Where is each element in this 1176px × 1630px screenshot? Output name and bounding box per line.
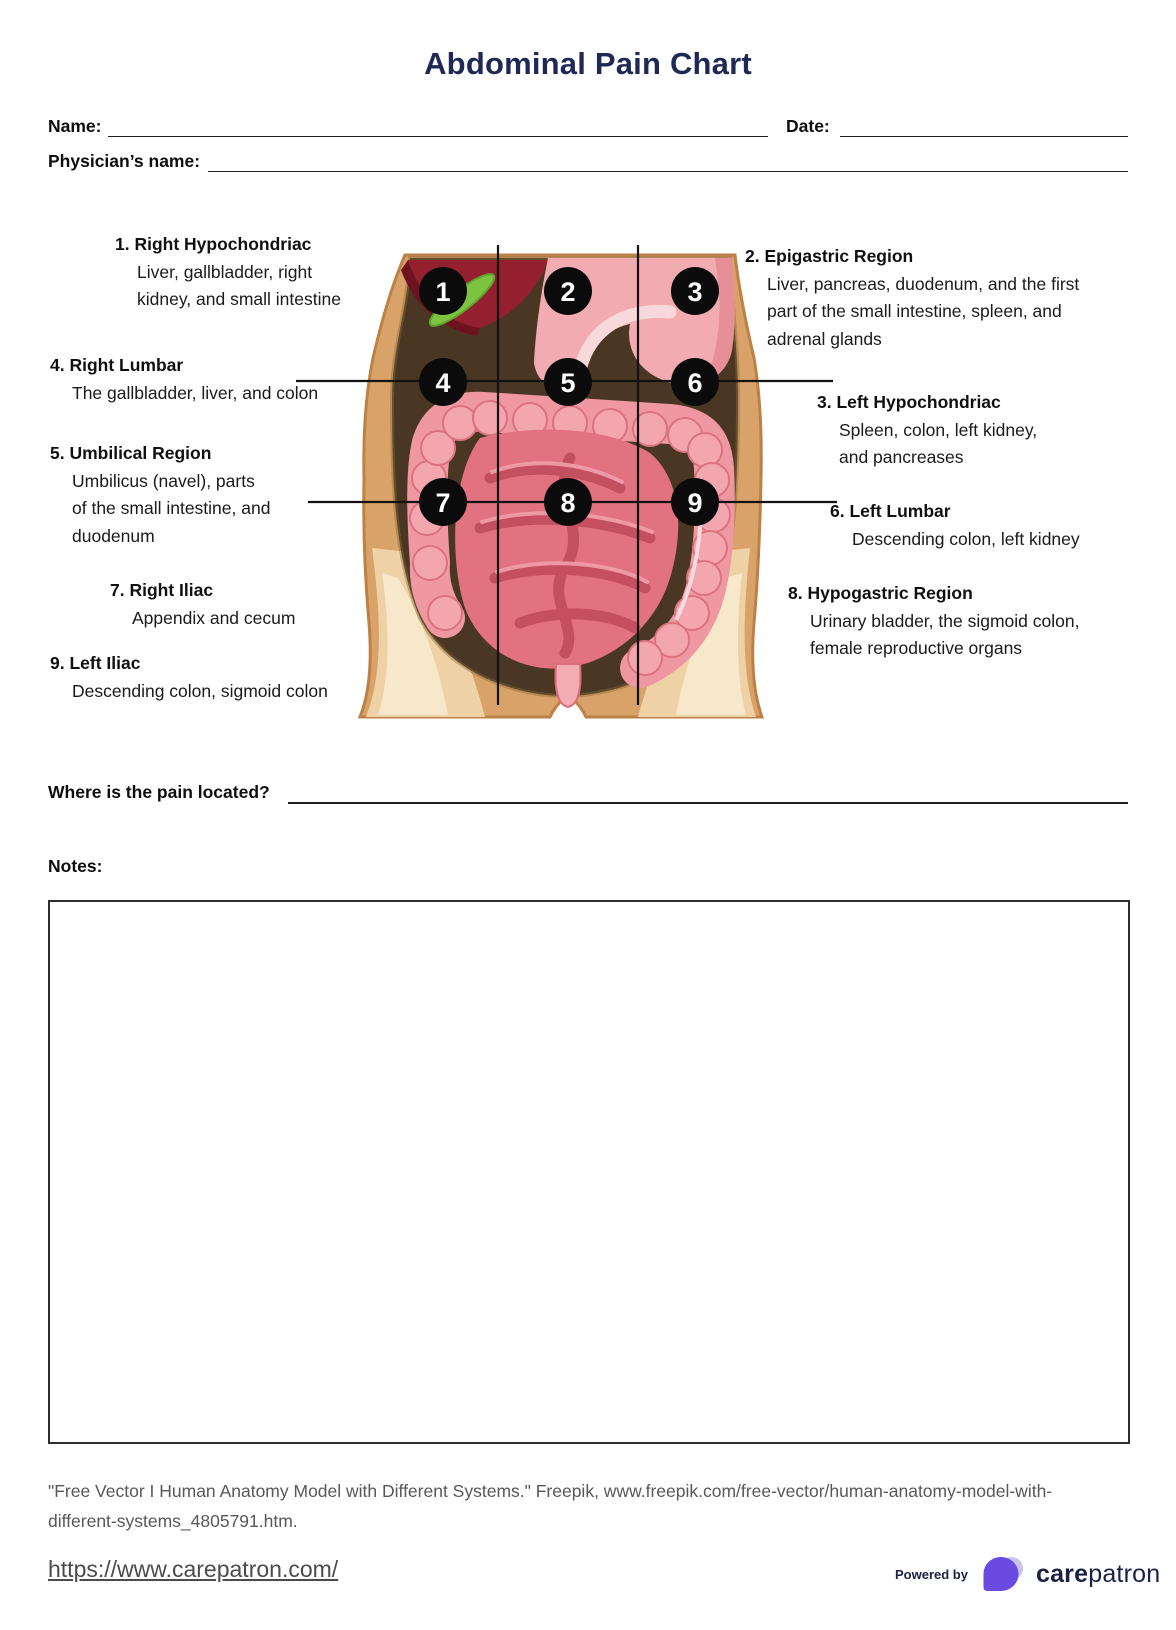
- svg-text:5: 5: [560, 368, 576, 398]
- svg-text:2: 2: [560, 277, 576, 307]
- svg-text:3: 3: [687, 277, 703, 307]
- region-heading: 6. Left Lumbar: [830, 501, 951, 521]
- region-desc-line: adrenal glands: [767, 328, 882, 349]
- name-input[interactable]: [108, 112, 768, 137]
- region-marker-8: [544, 478, 592, 526]
- region-heading: 7. Right Iliac: [110, 580, 214, 600]
- carepatron-logo-icon: [977, 1554, 1027, 1594]
- carepatron-link[interactable]: https://www.carepatron.com/: [48, 1556, 339, 1582]
- pain-location-label: Where is the pain located?: [48, 782, 270, 802]
- powered-by-lockup: [895, 1552, 1160, 1596]
- citation-line: different-systems_4805791.htm.: [48, 1511, 298, 1531]
- region-heading: 1. Right Hypochondriac: [115, 234, 312, 254]
- region-desc-line: and pancreases: [839, 447, 964, 467]
- region-heading: 4. Right Lumbar: [50, 355, 184, 375]
- region-heading: 8. Hypogastric Region: [788, 583, 973, 603]
- svg-text:9: 9: [687, 488, 703, 518]
- region-marker-9: [671, 478, 719, 526]
- region-heading: 5. Umbilical Region: [50, 443, 212, 463]
- region-desc-line: The gallbladder, liver, and colon: [72, 382, 319, 403]
- pain-location-input[interactable]: [288, 778, 1128, 804]
- brand-patron: patron: [1088, 1559, 1161, 1588]
- region-desc-line: female reproductive organs: [810, 638, 1023, 658]
- svg-text:8: 8: [560, 488, 576, 518]
- notes-input[interactable]: [48, 900, 1130, 1444]
- physician-name-input[interactable]: [208, 147, 1128, 172]
- region-marker-1: [419, 267, 467, 315]
- region-marker-3: [671, 267, 719, 315]
- region-desc-line: Liver, pancreas, duodenum, and the first: [767, 273, 1080, 294]
- region-desc-line: Urinary bladder, the sigmoid colon,: [810, 610, 1080, 631]
- region-heading: 3. Left Hypochondriac: [817, 392, 1001, 412]
- region-marker-6: [671, 358, 719, 406]
- region-desc-line: Spleen, colon, left kidney,: [839, 419, 1038, 440]
- region-label-umbilical: [50, 440, 270, 550]
- date-input[interactable]: [840, 112, 1128, 137]
- region-label-right-iliac: [110, 577, 295, 632]
- region-desc-line: Appendix and cecum: [132, 607, 296, 628]
- region-desc-line: Descending colon, left kidney: [852, 528, 1080, 549]
- physician-name-label: Physician’s name:: [48, 151, 201, 171]
- citation: [48, 1476, 1108, 1536]
- region-desc-line: duodenum: [72, 525, 155, 546]
- brand-care: care: [1035, 1559, 1089, 1588]
- region-desc-line: Descending colon, sigmoid colon: [72, 680, 328, 701]
- notes-label: Notes:: [48, 856, 103, 876]
- region-marker-2: [544, 267, 592, 315]
- region-label-right-lumbar: [50, 352, 318, 407]
- region-desc-line: Liver, gallbladder, right: [137, 261, 313, 282]
- region-desc-line: of the small intestine, and: [72, 498, 271, 518]
- carepatron-wordmark: [1036, 1560, 1160, 1589]
- region-desc-line: part of the small intestine, spleen, and: [767, 301, 1062, 321]
- region-desc-line: Umbilicus (navel), parts: [72, 470, 255, 491]
- region-marker-5: [544, 358, 592, 406]
- region-heading: 2. Epigastric Region: [745, 246, 914, 266]
- svg-text:7: 7: [435, 488, 451, 518]
- region-marker-4: [419, 358, 467, 406]
- name-label: Name:: [48, 116, 102, 136]
- region-desc-line: kidney, and small intestine: [137, 289, 341, 309]
- citation-line: "Free Vector I Human Anatomy Model with Different Systems." Freepik, www.freepik.com/free-vector/human-anatomy-model-with-: [48, 1481, 1053, 1501]
- abdomen-illustration: [280, 228, 850, 723]
- region-heading: 9. Left Iliac: [50, 653, 141, 673]
- svg-text:6: 6: [687, 368, 703, 398]
- date-label: Date:: [786, 116, 830, 136]
- region-label-left-hypochondriac: [817, 389, 1037, 472]
- region-label-left-lumbar: [830, 498, 1080, 553]
- svg-text:4: 4: [435, 368, 451, 398]
- powered-by-label: Powered by: [895, 1566, 968, 1582]
- page-title: Abdominal Pain Chart: [424, 46, 752, 81]
- rectum-shape: [556, 664, 581, 707]
- region-marker-7: [419, 478, 467, 526]
- svg-text:1: 1: [435, 277, 451, 307]
